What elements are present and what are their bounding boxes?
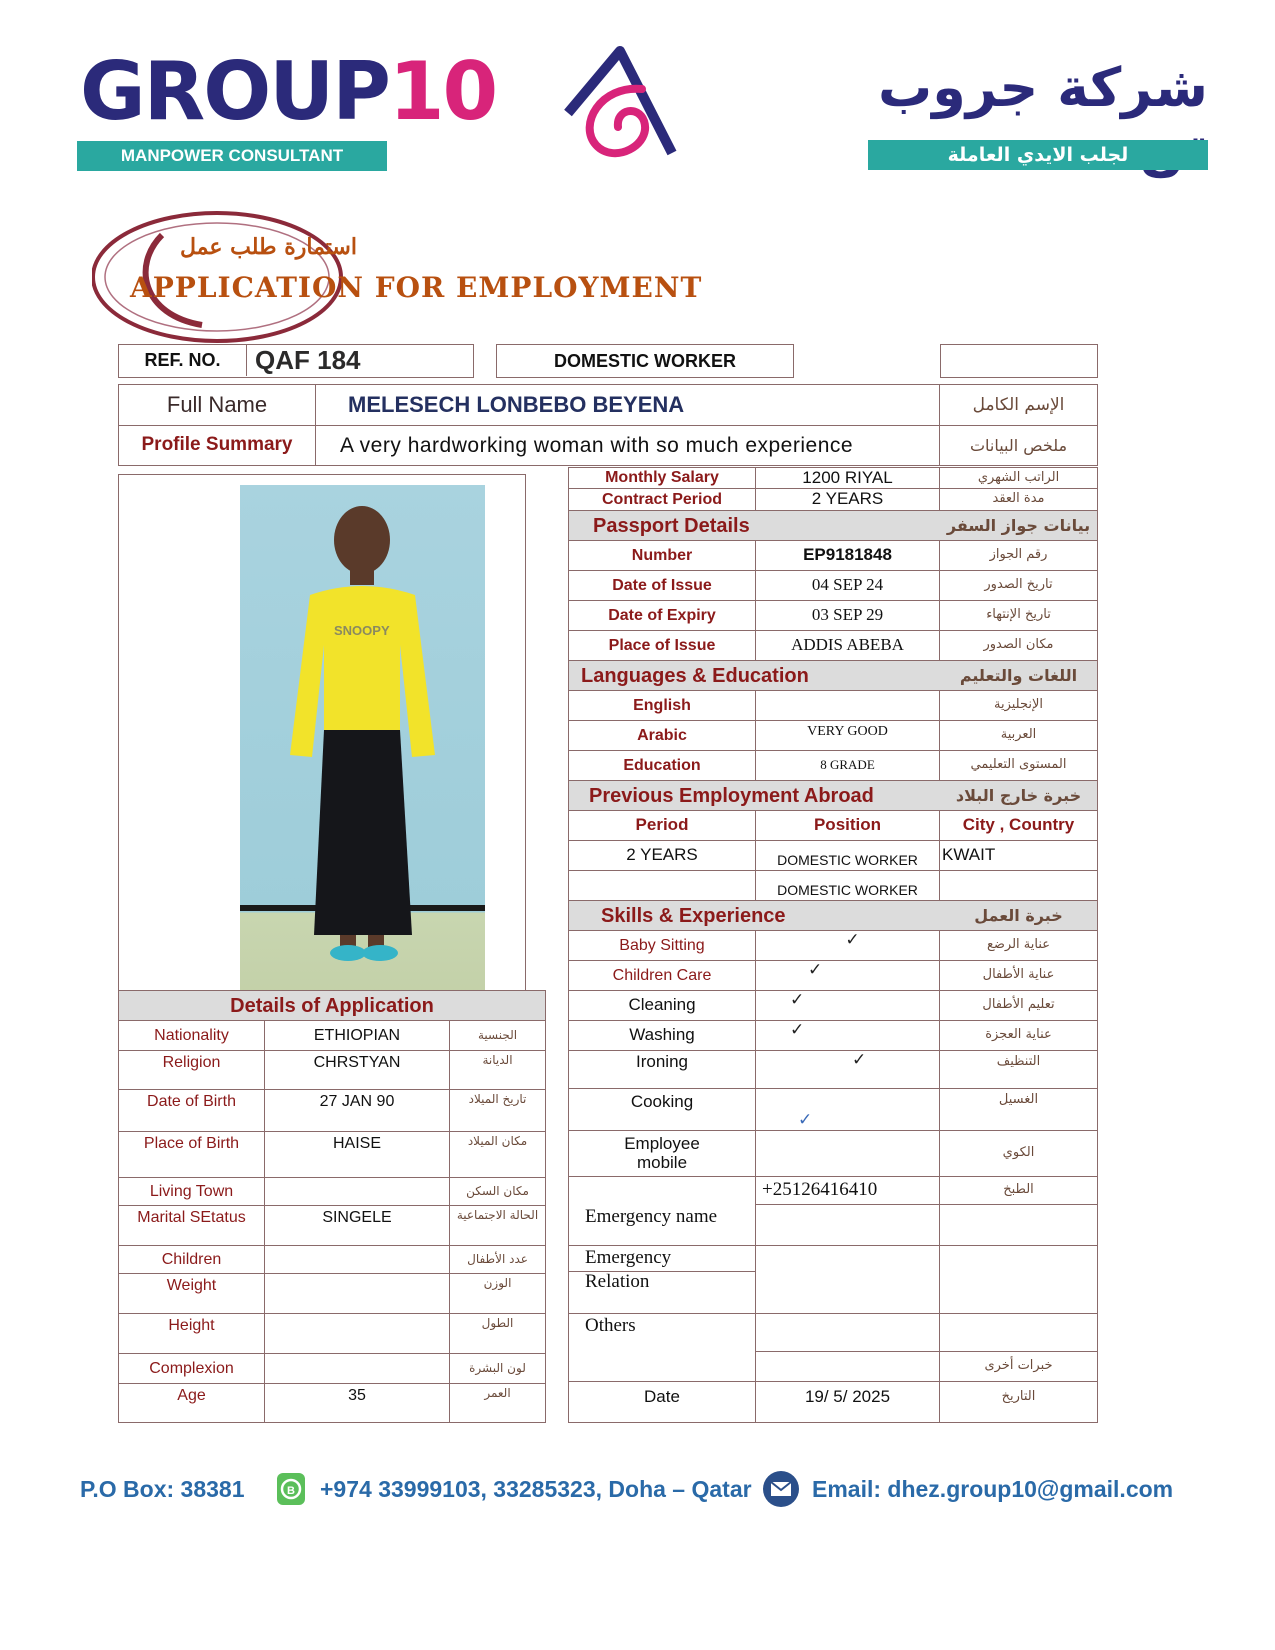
relation-label: Relation [569,1272,756,1314]
detail-value: CHRSTYAN [265,1051,450,1090]
education-arabic: المستوى التعليمي [940,751,1097,781]
employee-mobile-arabic: الكوي [940,1131,1097,1177]
employee-mobile-value: +25126416410 [756,1177,940,1205]
mobile-label-blank [569,1177,756,1205]
employment-country: KWAIT [940,841,1097,871]
detail-arabic: لون البشرة [450,1354,545,1384]
skills-header-arabic: خبرة العمل [940,901,1097,931]
logo-subtitle: MANPOWER CONSULTANT [77,141,387,171]
detail-label: Complexion [119,1354,265,1384]
place-of-issue-value: ADDIS ABEBA [756,631,940,661]
detail-label: Nationality [119,1021,265,1051]
skill-washing-check-icon: ✓ [756,1021,940,1051]
arabic-arabic: العربية [940,721,1097,751]
person-figure-icon [240,485,485,1000]
detail-label: Date of Birth [119,1090,265,1132]
skill-baby-sitting-arabic: عناية الرضع [940,931,1097,961]
whatsapp-icon [276,1472,306,1506]
passport-number-label: Number [569,541,756,571]
languages-header: Languages & Education [569,661,940,691]
ref-label: REF. NO. [119,345,247,376]
skill-cooking: Cooking [569,1089,756,1131]
detail-arabic: الطول [450,1314,545,1354]
details-table [118,990,546,1423]
name-profile-table [118,384,1098,466]
applicant-photo [240,485,485,1000]
employment-period-2 [569,871,756,901]
position-column-header: Position [756,811,940,841]
emergency-relation-arabic [940,1246,1097,1314]
ref-number: QAF 184 [255,345,361,375]
detail-value: HAISE [265,1132,450,1178]
job-title: DOMESTIC WORKER [496,344,794,378]
detail-arabic: الديانة [450,1051,545,1090]
profile-summary-value: A very hardworking woman with so much experience [316,426,940,465]
english-label: English [569,691,756,721]
contract-value: 2 YEARS [756,489,940,511]
emergency-label: Emergency [569,1246,756,1272]
date-label: Date [569,1382,756,1422]
detail-value: ETHIOPIAN [265,1021,450,1051]
full-name-value: MELESECH LONBEBO BEYENA [316,385,940,426]
employee-mobile-label: Employee mobile [569,1131,756,1177]
skill-ironing: Ironing [569,1051,756,1089]
others-value [756,1314,940,1352]
detail-value [265,1178,450,1206]
form-title: APPLICATION FOR EMPLOYMENT [130,271,703,304]
expiry-date-value: 03 SEP 29 [756,601,940,631]
skill-washing: Washing [569,1021,756,1051]
issue-date-value: 04 SEP 24 [756,571,940,601]
english-arabic: الإنجليزية [940,691,1097,721]
skill-children-care-check-icon: ✓ [756,961,940,991]
contract-arabic: مدة العقد [940,489,1097,511]
salary-label: Monthly Salary [569,468,756,489]
mobile-value-arabic: الطبخ [940,1177,1097,1205]
detail-label: Place of Birth [119,1132,265,1178]
skill-children-care: Children Care [569,961,756,991]
others-arabic: خبرات أخرى [940,1352,1097,1382]
detail-value: 35 [265,1384,450,1422]
emblem-logo-icon [560,45,690,165]
ref-box [118,344,474,378]
skill-ironing-check-icon: ✓ [756,1051,940,1089]
detail-arabic: عدد الأطفال [450,1246,545,1274]
english-value [756,691,940,721]
passport-header: Passport Details [569,511,940,541]
svg-text:B: B [287,1485,295,1497]
skill-cleaning-check-icon: ✓ [756,991,940,1021]
employment-header: Previous Employment Abroad [569,781,940,811]
arabic-label: Arabic [569,721,756,751]
others-label-blank [569,1352,756,1382]
skill-washing-arabic: عناية العجزة [940,1021,1097,1051]
employment-position: DOMESTIC WORKER [756,841,940,871]
skill-baby-sitting: Baby Sitting [569,931,756,961]
profile-summary-arabic: ملخص البيانات [969,435,1068,455]
skill-cleaning-arabic: تعليم الأطفال [940,991,1097,1021]
emergency-name-arabic [940,1205,1097,1246]
mobile-blank [756,1131,940,1177]
city-column-header: City , Country [940,811,1097,841]
skill-ironing-arabic: التنظيف [940,1051,1097,1089]
period-column-header: Period [569,811,756,841]
detail-label: Living Town [119,1178,265,1206]
education-value: 8 GRADE [756,751,940,781]
detail-arabic: الوزن [450,1274,545,1314]
employment-position-2: DOMESTIC WORKER [756,871,940,901]
detail-value [265,1246,450,1274]
emergency-name-value [756,1205,940,1246]
full-name-label: Full Name [119,385,316,426]
detail-arabic: تاريخ الميلاد [450,1090,545,1132]
place-of-issue-label: Place of Issue [569,631,756,661]
ref-empty-box [940,344,1098,378]
emergency-name-label: Emergency name [569,1205,756,1246]
logo-text: GROUP10 [80,45,497,138]
profile-summary-label: Profile Summary [119,426,316,465]
languages-header-arabic: اللغات والتعليم [940,661,1097,691]
others-label: Others [569,1314,756,1352]
others-value-blank [756,1352,940,1382]
skill-cooking-check-icon: ✓ [756,1089,940,1131]
arabic-value: VERY GOOD [756,721,940,751]
email-address: Email: dhez.group10@gmail.com [812,1476,1174,1502]
email-icon [762,1470,800,1508]
contract-label: Contract Period [569,489,756,511]
emergency-relation-value [756,1246,940,1314]
passport-number-arabic: رقم الجواز [940,541,1097,571]
passport-header-arabic: بيانات جواز السفر [940,511,1097,541]
employment-period: 2 YEARS [569,841,756,871]
detail-label: Marital SEtatus [119,1206,265,1246]
detail-label: Age [119,1384,265,1422]
arabic-logo-subtitle: لجلب الايدي العاملة [868,140,1208,170]
detail-label: Children [119,1246,265,1274]
details-header: Details of Application [119,991,545,1021]
others-blank [940,1314,1097,1352]
detail-value: SINGELE [265,1206,450,1246]
issue-date-arabic: تاريخ الصدور [940,571,1097,601]
detail-label: Religion [119,1051,265,1090]
detail-arabic: العمر [484,1386,511,1400]
right-info-table [568,467,1098,1423]
arabic-logo-text: شركة جروب [878,56,1208,119]
form-title-arabic: استمارة طلب عمل [180,234,357,260]
skills-header: Skills & Experience [569,901,940,931]
phone-numbers: +974 33999103, 33285323, Doha – Qatar [320,1476,752,1502]
detail-value [265,1274,450,1314]
detail-value: 27 JAN 90 [265,1090,450,1132]
date-value: 19/ 5/ 2025 [756,1382,940,1422]
skill-baby-sitting-check-icon: ✓ [756,931,940,961]
detail-arabic: مكان الميلاد [450,1132,545,1178]
detail-label: Weight [119,1274,265,1314]
expiry-date-label: Date of Expiry [569,601,756,631]
salary-value: 1200 RIYAL [756,468,940,489]
detail-label: Height [119,1314,265,1354]
shirt-text: SNOOPY [334,623,390,638]
skill-cooking-arabic: الغسيل [940,1089,1097,1131]
detail-arabic: مكان السكن [450,1178,545,1206]
expiry-date-arabic: تاريخ الإنتهاء [940,601,1097,631]
passport-number-value: EP9181848 [756,541,940,571]
detail-value [265,1314,450,1354]
employment-country-2 [940,871,1097,901]
skill-children-care-arabic: عناية الأطفال [940,961,1097,991]
salary-arabic: الراتب الشهري [940,468,1097,489]
detail-arabic: الجنسية [450,1021,545,1051]
po-box: P.O Box: 38381 [80,1476,245,1502]
date-arabic: التاريخ [1001,1389,1036,1404]
education-label: Education [569,751,756,781]
full-name-arabic: الإسم الكامل [940,385,1097,426]
detail-arabic: الحالة الاجتماعية [450,1206,545,1246]
skill-cleaning: Cleaning [569,991,756,1021]
place-of-issue-arabic: مكان الصدور [940,631,1097,661]
issue-date-label: Date of Issue [569,571,756,601]
employment-header-arabic: خبرة خارج البلاد [940,781,1097,811]
detail-value [265,1354,450,1384]
